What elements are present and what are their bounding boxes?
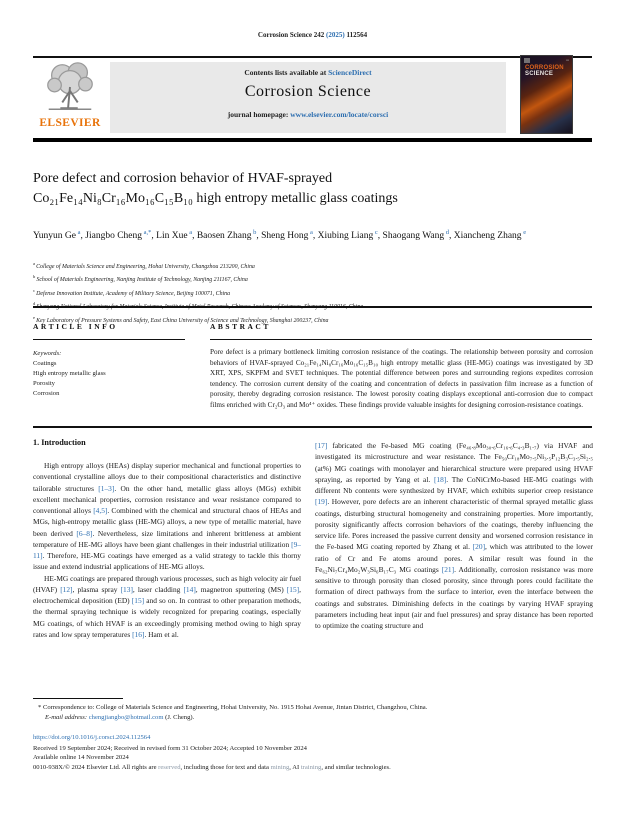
paragraph: High entropy alloys (HEAs) display superior mechanical and functional properties to conventional crystalline alloys due to their compositional characteristics and distinctive tailorable structures [1–3]. On the other hand, metallic glass alloys (MGs) exhibit excellent mechanical properties, corrosion resistance and wear resistance compared to conventional alloys [4,5]. Combined with the chemical and structural chaos of HEAs and MGs, high-entropy metallic glass (HE-MG) alloys, a new type of metallic material, have been derived [6–8]. Nevertheless, size limitations and inherent brittleness at ambient temperature of HE-MG alloys have been giant challenges in their industrial utilization [9–11]. Therefore, HE-MG coatings have emerged as a valid strategy to tackle this thorny issue and extend industrial applications of HE-MG alloys. [33,461,302,572]
section-heading-introduction: 1. Introduction [33,438,86,447]
elsevier-tree-icon [33,58,107,116]
cover-small-text: ▪▪▪ [565,58,569,62]
doi-link[interactable]: https://doi.org/10.1016/j.corsci.2024.112564 [33,734,151,741]
available-online-line: Available online 14 November 2024 [33,754,129,761]
journal-title: Corrosion Science [244,83,372,100]
paragraph: [17] fabricated the Fe-based MG coating (Fe₄₆.₈Mo₃₀.₆Cr₁₆.₆C₄.₃B₁.₇) via HVAF and investigated its microstructure and wear resistance. The Fe₅₀Cr₁₈Mo₇.₅Ni₃.₅P₁₂B₃C₃.₅Si₂.₅ (at%) MG coatings with monolayer and hierarchical structure were prepared using HVAF spraying, as reported by Yang et al. [18]. The CoNiCrMo-based HE-MG coatings with different Nb contents were synthesized by HVAF, which exhibits superior creep resistance [19]. However, pore defects are an inherent characteristic of thermal sprayed metallic glass coatings, disturbing structural homogeneity and constraining properties. More importantly, porosity significantly affects corrosion behaviors of the coatings, thereby influencing the service life. Pores increased the passive current density and worsened corrosion resistance in the Fe-based MG coating reported by Zhang et al. [20], which was attributed to the lower ratio of Cr and Fe atoms around pores. A similar result was found in the Fe₆₂Ni₇Cr₄Mo₂W₃Si₆B₁₇C₃ MG coatings [21]. Additionally, corrosion resistance was more sensitive to through porosity than closed porosity, since through pores could facilitate the formation of direct pathways from the surface to interior, even the interface between the coatings and substrates. Diminishing defects in the coatings by varying HVAF spraying parameters including heat input (air and fuel pressures) and spray distance has been reported to optimize the coating structure and [315,441,593,630]
abstract-heading: ABSTRACT [210,322,271,331]
article-info-underline [33,339,185,340]
keyword: Porosity [33,380,55,387]
article-info-heading: ARTICLE INFO [33,322,118,331]
email-suffix: (J. Cheng). [165,714,195,721]
citation-journal: Corrosion Science 242 [257,31,325,39]
affiliation: $^c$ Defense Innovation Institute, Academy of Military Science, Beijing 100071, China [33,287,231,297]
email-link[interactable]: chengjiangbo@hotmail.com [88,714,164,721]
citation-year: (2025) [326,31,345,39]
author: Shaogang Wang $^d$, [382,229,454,242]
cover-publisher-mark-icon [524,58,530,63]
article-title-line2: Co₂₁Fe₁₄Ni₈Cr₁₆Mo₁₆C₁₅B₁₀ high entropy metallic glass coatings [33,191,398,206]
email-line [33,713,593,723]
keyword: High entropy metallic glass [33,370,106,377]
abstract-text: Pore defect is a primary bottleneck limiting corrosion resistance of the coatings. The relationship between porosity and corrosion behaviors of HVAF-sprayed Co₂₁Fe₁₄Ni₈Cr₁₆Mo₁₆C₁₅B₁₀ high entropy metallic glass (HE-MG) coatings was investigated by 3D XRT, XPS, SKPFM and SVET techniques. The potential difference between pores and surrounding regions expedites corrosion tendency. The corrosion current density of the coating and concentration of defects in passivation film increase as a function of porosity, thereby degrading corrosion resistance. The lowest porosity coating displays exceptional anti-corrosion due to compact films enriched with Cr₂O₃ and Mo⁴⁺ oxides. These findings provide valuable insights for designing corrosion-resistance coatings. [210,348,593,409]
affiliation: $^e$ Key Laboratory of Pressure Systems and Safety, East China University of Science and Technology, Shanghai 200237, China [33,314,329,324]
rights-line: 0010-938X/© 2024 Elsevier Ltd. All rights are reserved, including those for text and data mining, AI training, and similar technologies. [33,764,391,771]
author: Baosen Zhang $^b$, [196,229,262,242]
author: Xiancheng Zhang $^e$ [453,229,527,242]
body-column-right [315,440,593,631]
homepage-line [110,110,506,119]
keyword: Corrosion [33,390,60,397]
affiliation: d [33,301,37,307]
abstract-underline [210,339,592,340]
cover-title-line2: SCIENCE [525,71,554,77]
body-column-left [33,460,301,640]
homepage-link[interactable]: www.elsevier.com/locate/corsci [290,110,389,119]
author: Sheng Hong $^a$, [261,229,318,242]
contents-text: Contents lists available at [244,68,327,77]
affiliation: $^b$ School of Materials Engineering, Nanjing Institute of Technology, Nanjing 211167, China [33,274,248,284]
journal-banner [110,62,506,133]
citation-number: 112564 [346,31,368,39]
keywords-block [33,349,198,399]
author: Xiubing Liang $^c$, [317,229,383,242]
received-dates-line: Received 19 September 2024; Received in revised form 31 October 2024; Accepted 10 November 2024 [33,745,307,752]
journal-cover-thumbnail [520,55,573,134]
correspondence-footnote [33,703,593,723]
email-label: E-mail address: [45,714,88,721]
footnote-marker: * [38,704,42,711]
banner-bottom-rule [33,138,592,142]
article-title [33,169,593,209]
author: Lin Xue $^a$, [156,229,197,242]
article-title-line1: Pore defect and corrosion behavior of HVAF-sprayed [33,171,333,186]
elsevier-logo [33,58,107,138]
section-divider-rule [33,306,592,308]
homepage-label: journal homepage: [227,110,289,119]
header-rule [33,56,592,58]
elsevier-wordmark: ELSEVIER [39,117,101,129]
paragraph: HE-MG coatings are prepared through various processes, such as high velocity air fuel (HVAF) [12], plasma spray [13], laser cladding [14], magnetron sputtering (MS) [15], electrochemical deposition (ED) [15] and so on. In contrast to other preparation methods, the thermal spraying technique is widely recognized for preparing coatings, especially MG coatings, of which HVAF is an exceedingly promising method owing to high spray rates and low spray temperatures [16]. Ham et al. [33,573,301,639]
affiliation: $^a$ College of Materials Science and Engineering, Hohai University, Changzhou 213200, China [33,261,255,270]
author: Yunyun Ge $^a$, [33,229,86,242]
author: Jiangbo Cheng $^{a,*}$, [85,229,157,242]
contents-line [110,68,506,77]
affiliation-list [33,259,593,326]
sciencedirect-link[interactable]: ScienceDirect [328,68,372,77]
correspondence-line [33,703,593,713]
author-list [33,226,593,243]
page-header-citation [0,31,625,39]
keyword-list [33,359,198,399]
cover-title [525,65,564,77]
keywords-label: Keywords: [33,350,62,357]
cover-title-line1: CORROSION [525,65,564,71]
abstract-bottom-rule [33,426,592,428]
keyword: Coatings [33,360,57,367]
footnote-rule [33,698,123,699]
correspondence-text: Correspondence to: College of Materials Science and Engineering, Hohai University, No. 1915 Hohai Avenue, Jintan District, Changzhou, China. [42,704,428,711]
